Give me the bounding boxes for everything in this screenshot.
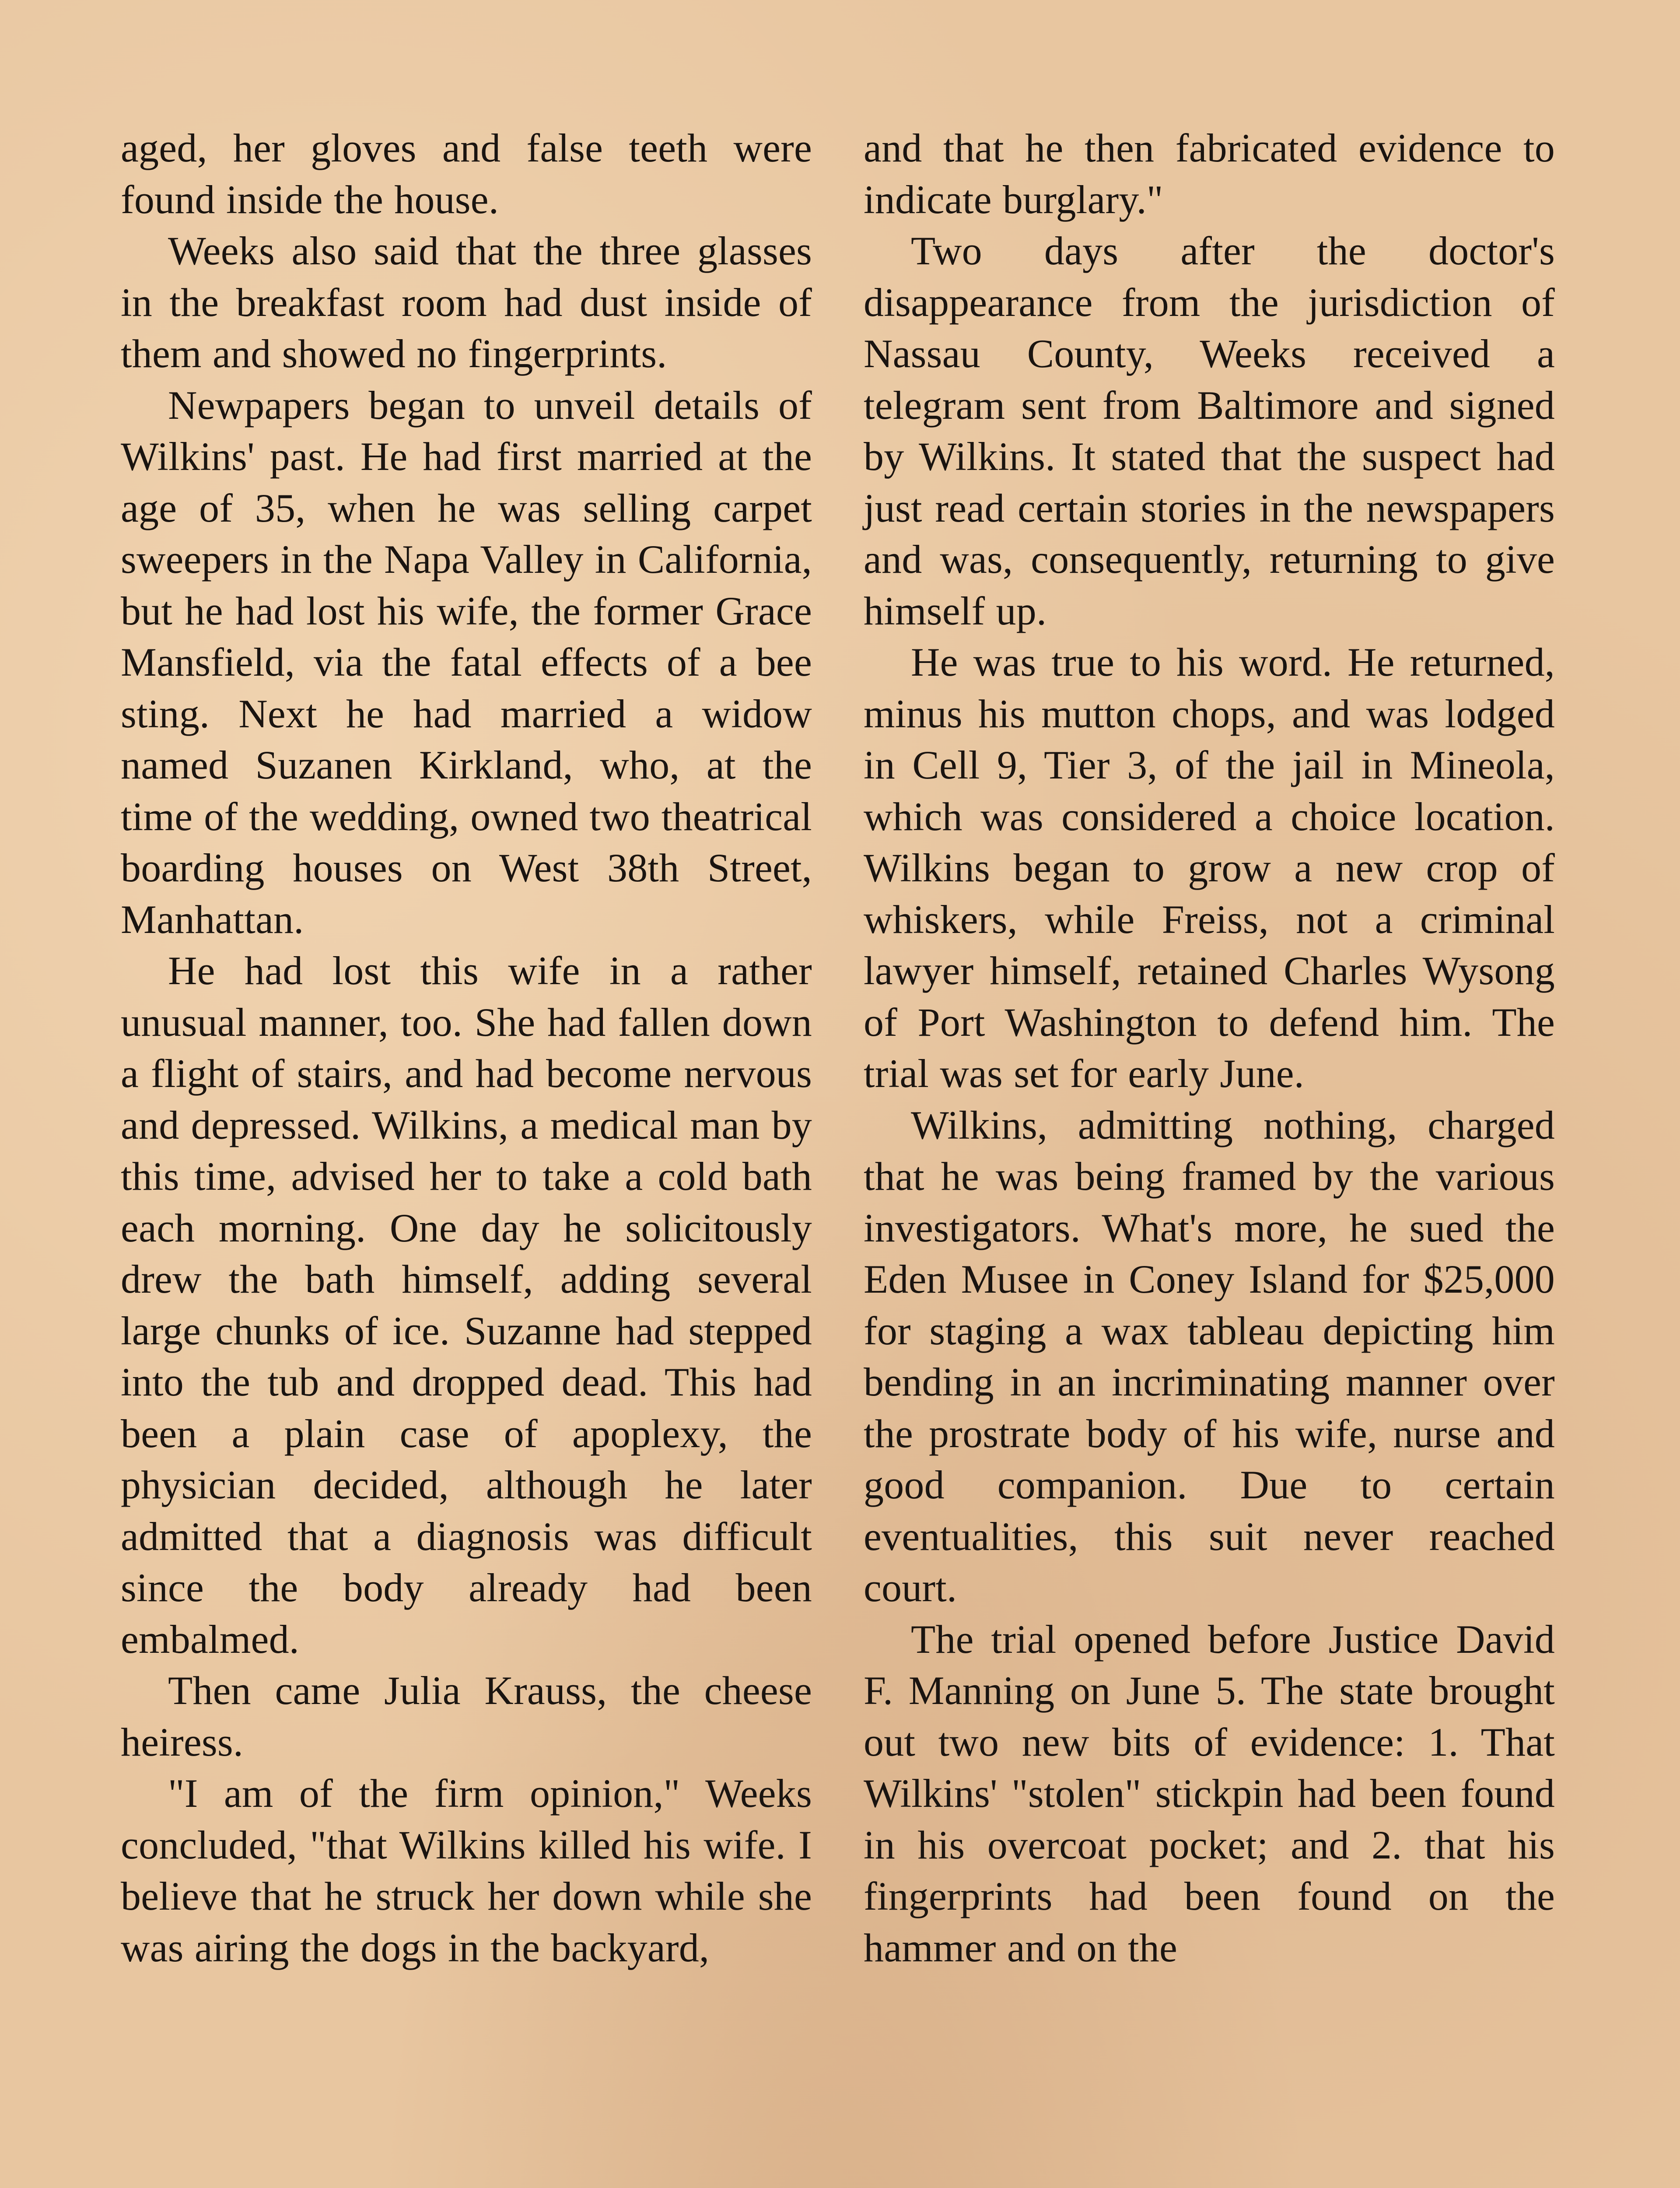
- paragraph: Wilkins, admitting nothing, charged that he was being framed by the various investigators. What's more, he sued the Eden Musee in Coney Island for $25,000 for staging a wax tableau depicting him bending in an incriminating manner over the prostrate body of his wife, nurse and good companion. Due to certain eventualities, this suit never reached court.: [864, 1102, 1555, 1610]
- paragraph: Newpapers began to unveil details of Wilkins' past. He had first married at the age of 35, when he was selling carpet sweepers in the Napa Valley in California, but he had lost his wife, the former Grace Mansfield, via the fatal effects of a bee sting. Next he had married a widow named Suzanen Kirkland, who, at the time of the wedding, owned two theatrical boarding houses on West 38th Street, Manhattan.: [121, 382, 812, 942]
- paragraph: He was true to his word. He returned, minus his mutton chops, and was lodged in Cell 9, Tier 3, of the jail in Mineola, which was considered a choice location. Wilkins began to grow a new crop of whiskers, while Freiss, not a criminal lawyer himself, retained Charles Wysong of Port Washington to defend him. The trial was set for early June.: [864, 640, 1555, 1096]
- paragraph: and that he then fabricated evidence to indicate burglary.": [864, 126, 1555, 222]
- paragraph: "I am of the firm opinion," Weeks concluded, "that Wilkins killed his wife. I believe that he struck her down while she was airing the dogs in the backyard,: [121, 1771, 812, 1970]
- paragraph: aged, her gloves and false teeth were found inside the house.: [121, 126, 812, 222]
- left-column: [121, 123, 812, 1974]
- paragraph: He had lost this wife in a rather unusual manner, too. She had fallen down a flight of stairs, and had become nervous and depressed. Wilkins, a medical man by this time, advised her to take a cold bath each morning. One day he solicitously drew the bath himself, adding several large chunks of ice. Suzanne had stepped into the tub and dropped dead. This had been a plain case of apoplexy, the physician decided, although he later admitted that a diagnosis was difficult since the body already had been embalmed.: [121, 948, 812, 1662]
- paragraph: Weeks also said that the three glasses in the breakfast room had dust inside of them and showed no fingerprints.: [121, 228, 812, 376]
- right-column: [864, 123, 1555, 1974]
- paragraph: The trial opened before Justice David F. Manning on June 5. The state brought out two new bits of evidence: 1. That Wilkins' "stolen" stickpin had been found in his overcoat pocket; and 2. that his fingerprints had been found on the hammer and on the: [864, 1616, 1555, 1970]
- paragraph: Then came Julia Krauss, the cheese heiress.: [121, 1668, 812, 1764]
- paragraph: Two days after the doctor's disappearance from the jurisdiction of Nassau County, Weeks received a telegram sent from Baltimore and signed by Wilkins. It stated that the suspect had just read certain stories in the newspapers and was, consequently, returning to give himself up.: [864, 228, 1555, 633]
